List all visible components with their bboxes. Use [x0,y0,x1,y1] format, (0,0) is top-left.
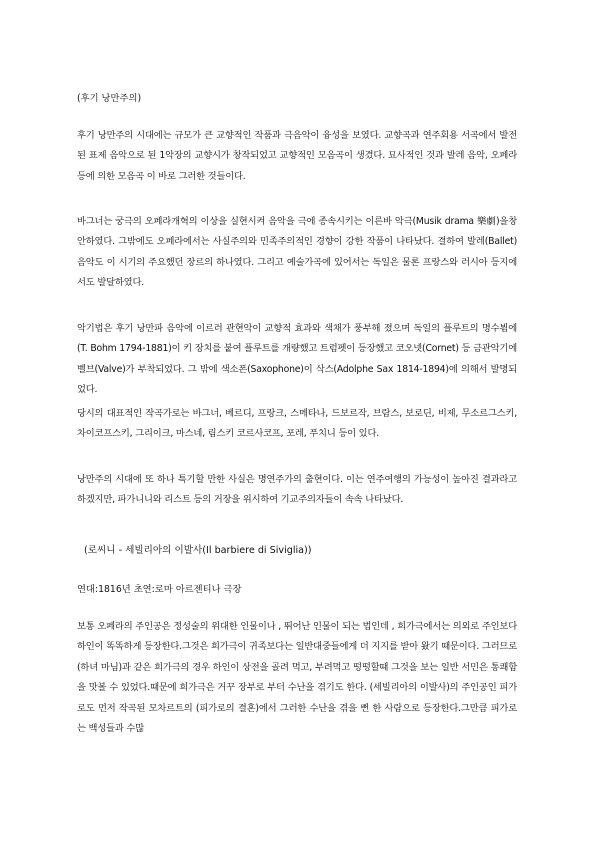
paragraph-instruments: 악기법은 후기 낭만파 음악에 이르러 관현악이 교향적 효과와 색채가 풍부해 졌으며 독일의 플루트의 명수뵘에(T. Bohm 1794-1881)이 키 장치를 붙여 플루트를 개량했고 트럼펫이 등장했고 코오넷(Cornet) 등 금관악기에 벨브(Valve)가 부착되었다. 그 밖에 색소폰(Saxophone)이 삭스(Adolphe Sax 1814-1894)에 의해서 발명되었다. [77,323,517,396]
opera-heading: (로씨니 - 세빌리아의 이발사(Il barbiere di Siviglia)) [84,545,312,556]
paragraph-wagner: 바그너는 궁극의 오페라개혁의 이상을 실현시켜 음악을 극에 종속시키는 이른바 악극(Musik drama 樂劇)을창안하였다. 그밖에도 오페라에서는 사실주의와 민족주의적인 경향이 강한 작품이 나타났다. 결하여 발레(Ballet) 음악도 이 시기의 주요했던 장르의 하나였다. 그리고 예술가곡에 있어서는 독일은 물론 프랑스와 러시아 등지에서도 발달하였다. [77,216,517,289]
paragraph-virtuosos: 낭만주의 시대에 또 하나 특기할 만한 사실은 명연주가의 출현이다. 이는 연주여행의 가능성이 높아진 결과라고 하겠지만, 파가니니와 리스트 등의 거장을 위시하여 기교주의자들이 속속 나타났다. [77,474,517,506]
paragraph-late-romanticism: 후기 낭만주의 시대에는 규모가 큰 교향적인 작품과 극음악이 융성을 보였다. 교향곡과 연주회용 서곡에서 발전된 표제 음악으로 된 1악장의 교향시가 창작되었고 교향적인 모음곡이 생겼다. 묘사적인 것과 발레 음악, 오페라 등에 의한 모음곡 이 바로 그러한 것들이다. [77,130,517,182]
paragraph-figaro: 보통 오페라의 주인공은 정성술의 위대한 인물이나 , 뛰어난 인물이 되는 법인데 , 희가극에서는 의외로 주인보다 하인이 똑똑하게 등장한다.그것은 희가극이 귀족보다는 일반대중들에게 더 지지를 받아 왔기 때문이다. 그러므로 (하녀 마님)과 같은 희가극의 경우 하인이 상전을 골려 먹고, 부려먹고 떵떵할때 그것을 보는 일반 서민은 통쾌함을 맛볼 수 있었다.때문에 희가극은 거꾸 장부로 부터 수난을 겪기도 한다. (세빌리아의 이발사)의 주인공인 피가로도 먼저 작곡된 모차르트의 (피가로의 결혼)에서 그러한 수난을 겪을 뻔 한 사람으로 등장한다.그만큼 피가로는 백성들과 수많 [77,621,517,735]
premiere-line: 연대:1816년 초연:로마 아르젠티나 극장 [77,584,242,595]
paragraph-composers: 당시의 대표적인 작곡가로는 바그너, 베르디, 프랑크, 스메타나, 드보르작, 브람스, 보로딘, 비제, 무소르그스키, 차이코프스키, 그리이크, 마스네, 림스키 코르사코프, 포레, 푸치니 등이 있다. [77,408,517,440]
section-heading: (후기 낭만주의) [77,93,142,104]
